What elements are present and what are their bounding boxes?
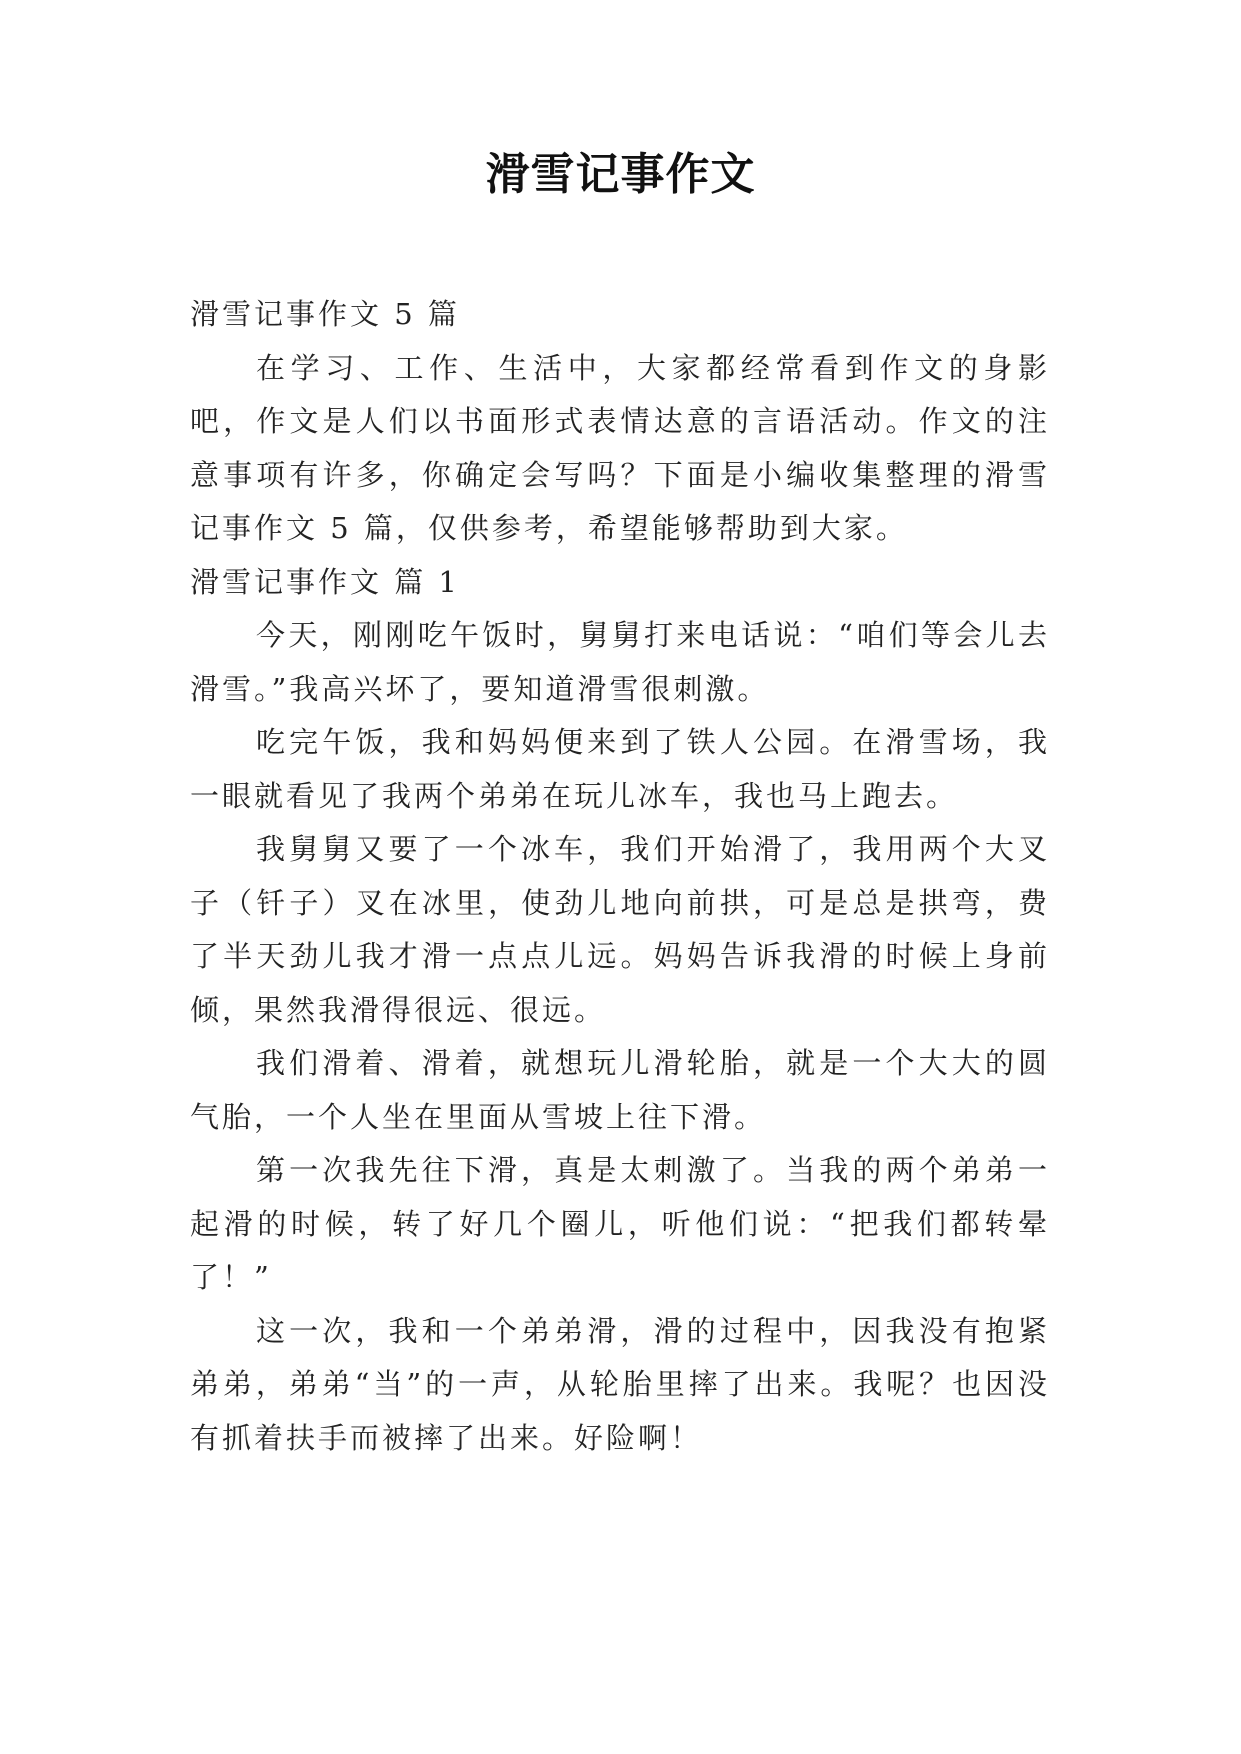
paragraph: 今天，刚刚吃午饭时，舅舅打来电话说：“咱们等会儿去滑雪。”我高兴坏了，要知道滑雪很刺激。 xyxy=(190,618,1050,706)
paragraph: 吃完午饭，我和妈妈便来到了铁人公园。在滑雪场，我一眼就看见了我两个弟弟在玩儿冰车，我也马上跑去。 xyxy=(190,725,1050,813)
paragraph: 我舅舅又要了一个冰车，我们开始滑了，我用两个大叉子（钎子）叉在冰里，使劲儿地向前拱，可是总是拱弯，费了半天劲儿我才滑一点点儿远。妈妈告诉我滑的时候上身前倾，果然我滑得很远、很远。 xyxy=(190,832,1050,1027)
paragraph-intro: 在学习、工作、生活中，大家都经常看到作文的身影吧，作文是人们以书面形式表情达意的言语活动。作文的注意事项有许多，你确定会写吗？下面是小编收集整理的滑雪记事作文 5 篇，仅供参考，希望能够帮助到大家。 xyxy=(190,350,1050,545)
section-heading-essay-1: 滑雪记事作文 篇 1 xyxy=(190,564,460,599)
document-title: 滑雪记事作文 xyxy=(485,149,756,200)
paragraph: 我们滑着、滑着，就想玩儿滑轮胎，就是一个大大的圆气胎，一个人坐在里面从雪坡上往下滑。 xyxy=(190,1046,1050,1134)
paragraph: 这一次，我和一个弟弟滑，滑的过程中，因我没有抱紧弟弟，弟弟“当”的一声，从轮胎里摔了出来。我呢？也因没有抓着扶手而被摔了出来。好险啊！ xyxy=(190,1313,1050,1455)
paragraph: 第一次我先往下滑，真是太刺激了。当我的两个弟弟一起滑的时候，转了好几个圈儿，听他们说：“把我们都转晕了！” xyxy=(190,1153,1050,1294)
document-body xyxy=(190,288,1050,1465)
section-heading-intro: 滑雪记事作文 5 篇 xyxy=(190,297,460,331)
